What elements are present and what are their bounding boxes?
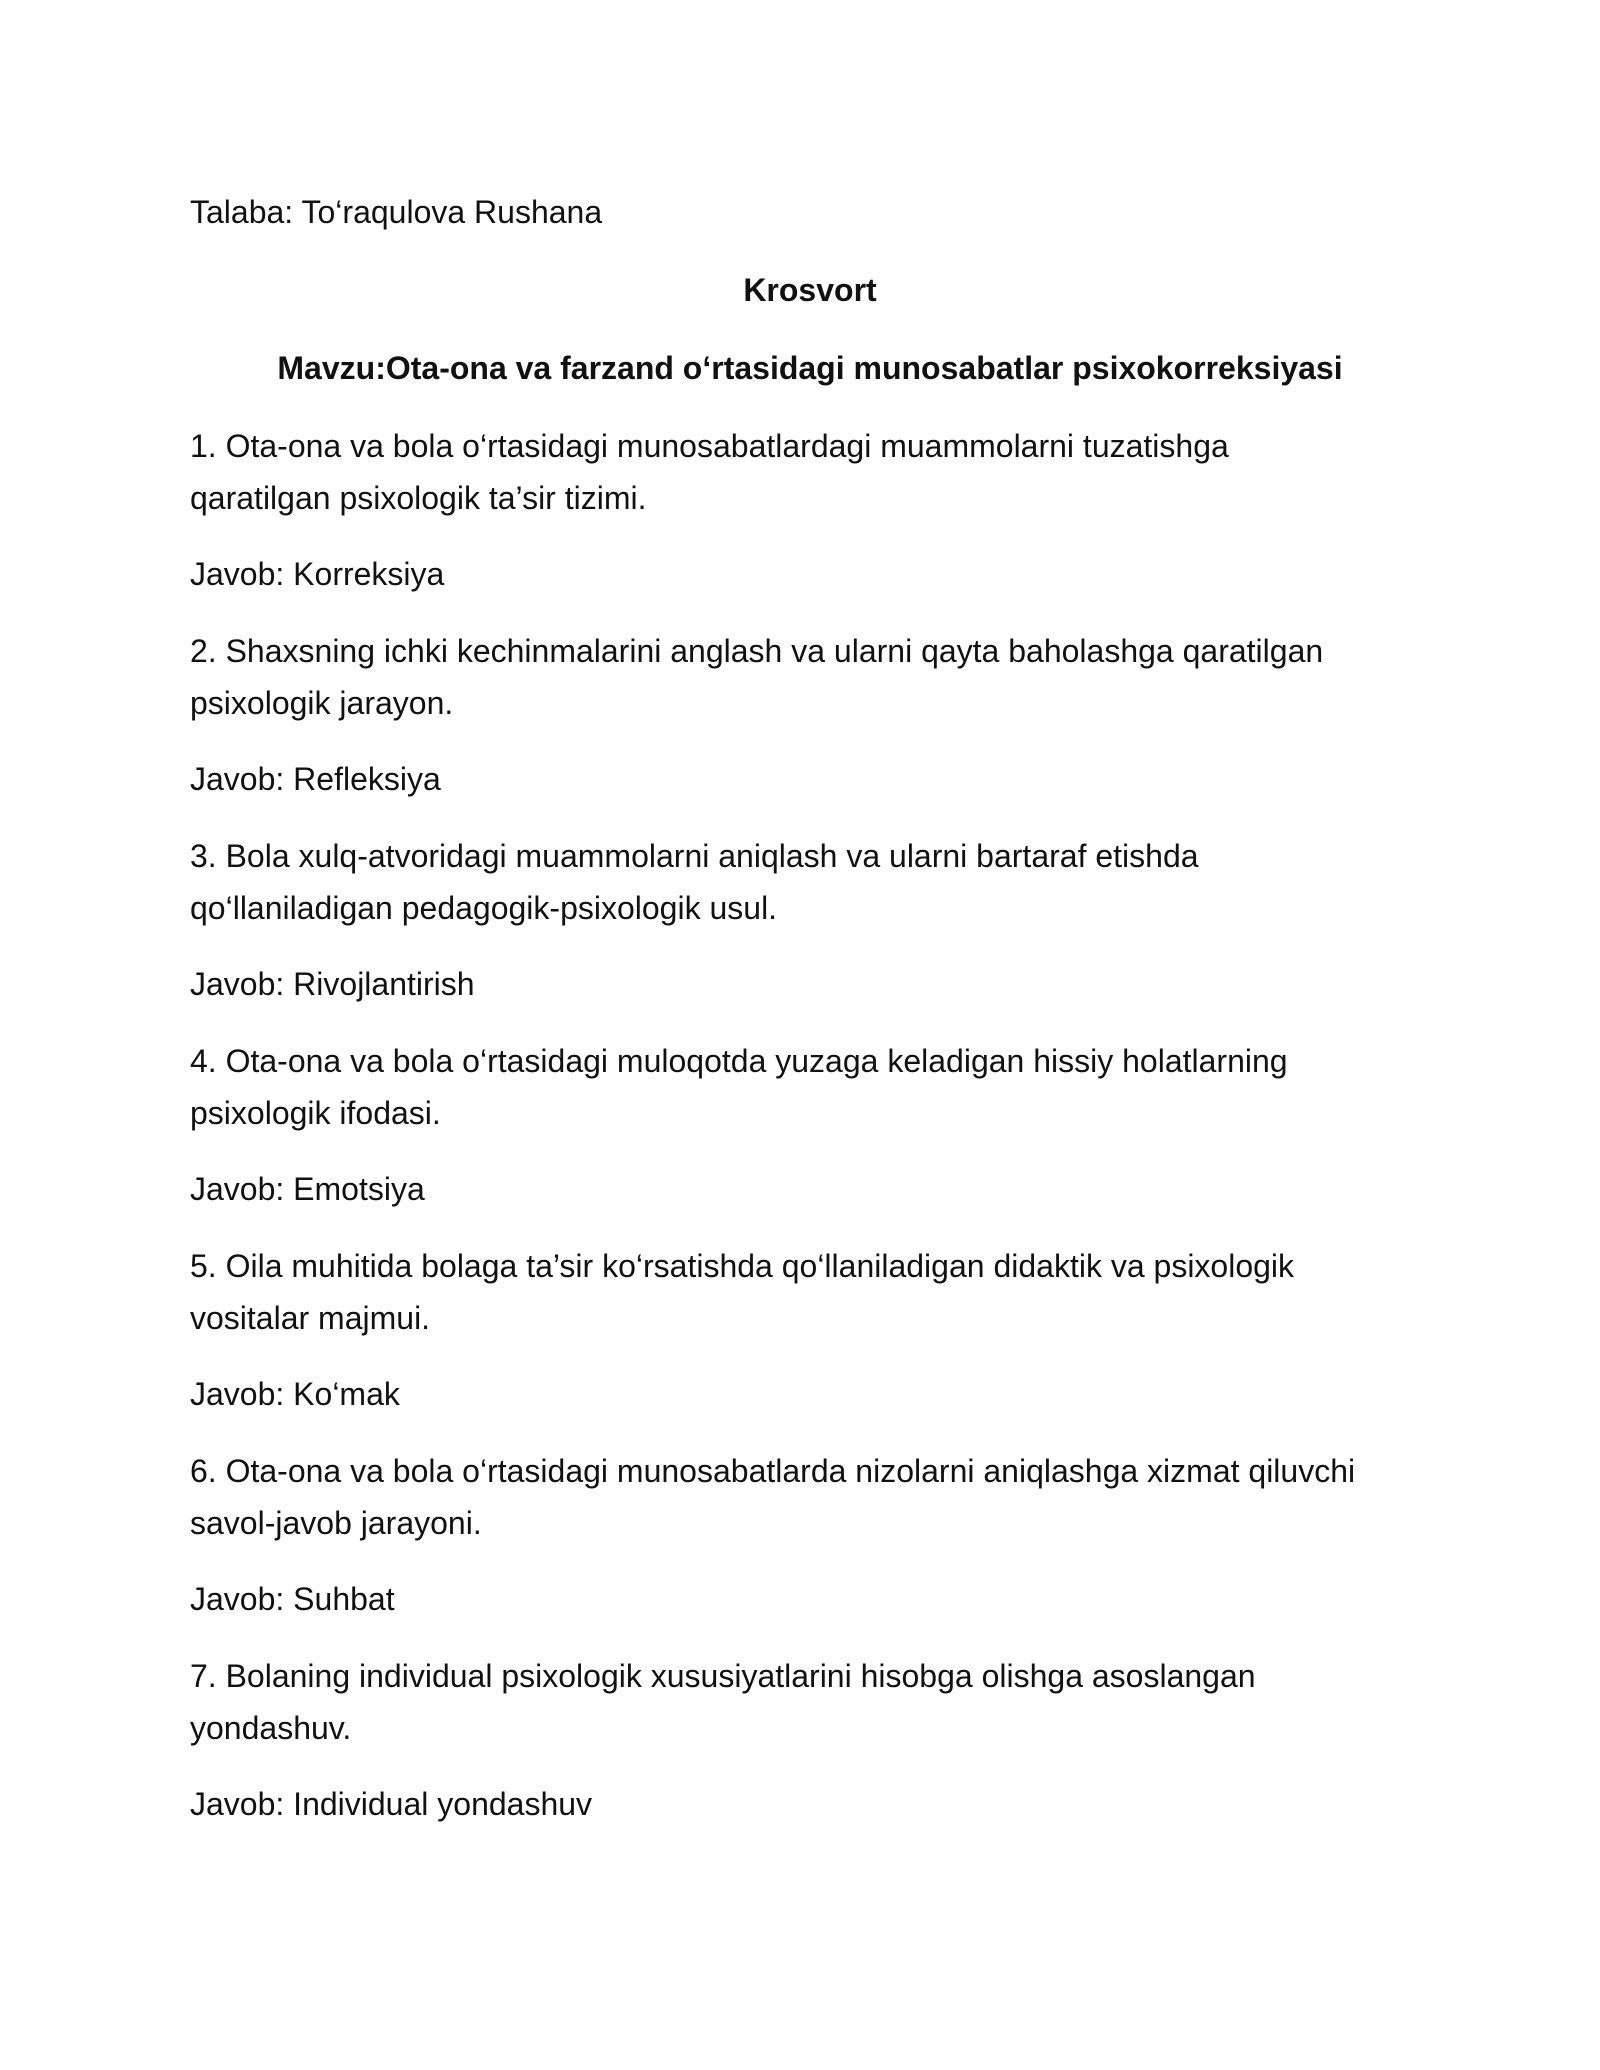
question-text [190,420,1430,524]
answer-text: Javob: Korreksiya [190,556,445,592]
answer-text: Javob: Refleksiya [190,761,441,797]
question-line: qaratilgan psixologik ta’sir tizimi. [190,480,647,516]
question-text [190,830,1430,934]
question-line: 7. Bolaning individual psixologik xususiyatlarini hisobga olishga asoslangan [190,1658,1256,1694]
question-item-2 [190,625,1430,805]
question-item-3 [190,830,1430,1010]
question-item-6 [190,1445,1430,1625]
question-line: savol-javob jarayoni. [190,1505,482,1541]
question-line: 6. Ota-ona va bola o‘rtasidagi munosabatlarda nizolarni aniqlashga xizmat qiluvchi [190,1453,1356,1489]
question-line: qo‘llaniladigan pedagogik-psixologik usul. [190,890,778,926]
question-text [190,625,1430,729]
question-text [190,1445,1430,1549]
question-line: psixologik ifodasi. [190,1095,441,1131]
question-line: yondashuv. [190,1710,352,1746]
question-text [190,1240,1430,1344]
document-body [190,186,1430,1855]
question-item-5 [190,1240,1430,1420]
answer-text: Javob: Suhbat [190,1581,395,1617]
question-line: psixologik jarayon. [190,685,454,721]
student-name: Talaba: To‘raqulova Rushana [190,194,603,230]
document-title: Krosvort [743,272,877,308]
answer-text: Javob: Ko‘mak [190,1376,400,1412]
question-line: 2. Shaxsning ichki kechinmalarini anglash va ularni qayta baholashga qaratilgan [190,633,1324,669]
question-item-4 [190,1035,1430,1215]
question-text [190,1650,1430,1754]
question-text [190,1035,1430,1139]
question-item-7 [190,1650,1430,1830]
answer-text: Javob: Emotsiya [190,1171,425,1207]
question-item-1 [190,420,1430,600]
question-line: 1. Ota-ona va bola o‘rtasidagi munosabatlardagi muammolarni tuzatishga [190,428,1229,464]
question-line: vositalar majmui. [190,1300,431,1336]
question-line: 5. Oila muhitida bolaga ta’sir ko‘rsatishda qo‘llaniladigan didaktik va psixologik [190,1248,1295,1284]
question-line: 3. Bola xulq-atvoridagi muammolarni aniqlash va ularni bartaraf etishda [190,838,1199,874]
answer-text: Javob: Rivojlantirish [190,966,475,1002]
document-subject: Mavzu:Ota-ona va farzand o‘rtasidagi munosabatlar psixokorreksiyasi [277,350,1343,386]
question-line: 4. Ota-ona va bola o‘rtasidagi muloqotda yuzaga keladigan hissiy holatlarning [190,1043,1288,1079]
answer-text: Javob: Individual yondashuv [190,1786,593,1822]
